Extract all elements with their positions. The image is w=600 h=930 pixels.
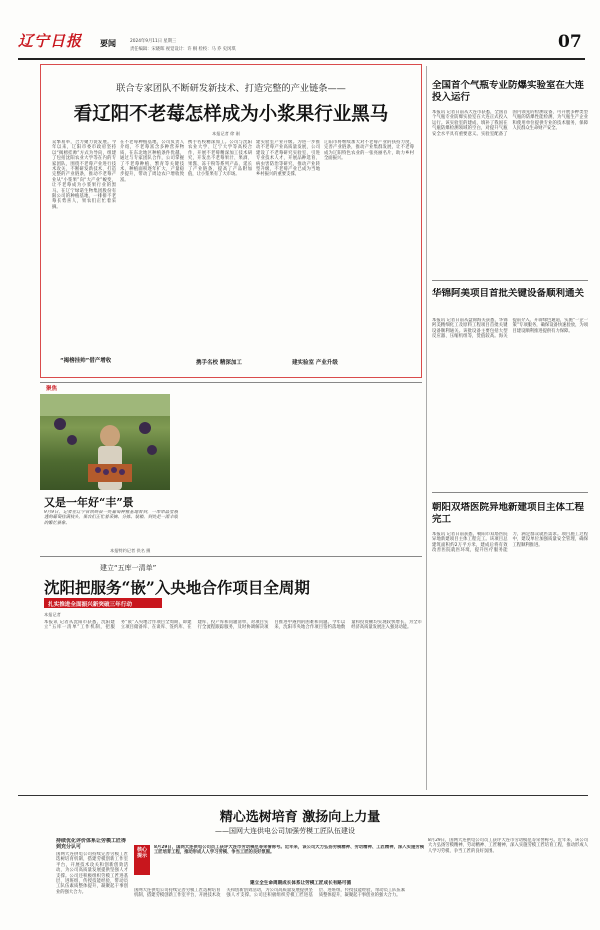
right-column-divider	[426, 66, 427, 790]
shenyang-text: 本报讯 记者从沈阳市获悉，沈阳建立“五库一清单”工作机制，把服务“嵌”入央地合作项目全周期，即建立项目储备库、在谈库、签约库、在建库、投产库和问题清单，对项目实行全流程跟踪服务，及时协调解决项目推进中遇到的困难和问题。今年以来，沈阳市央地合作项目签约落地数量和投资额均实现较快增长，为全市经济高质量发展注入强劲动能。	[44, 620, 422, 631]
shenyang-kicker: 建立“五库一清单”	[100, 564, 157, 572]
shenyang-banner	[44, 598, 162, 608]
photo-section-label: 聚焦	[46, 386, 58, 392]
harvest-photo-illustration	[40, 394, 170, 490]
bottom-side-text: 国网大连供电公司持续完善劳模工匠选树培育机制，搭建劳模创新工作室平台，开展技术攻关和创新创效活动，为公司高质量发展提供坚强人才支撑。公司还积极组织劳模工匠进基层、进班组，传授技能经验，带动员工队伍素质整体提升，凝聚起干事创业的强大合力。	[56, 852, 128, 895]
bottom-top-rule	[18, 795, 588, 796]
issue-info: 2024年9月11日 星期三	[130, 39, 177, 44]
lead-subhead-2: 携手名校 精深加工	[196, 360, 242, 366]
shenyang-byline: 本报记者	[44, 612, 61, 617]
lead-col-1: 众擎易举，合力聚力促发展。今年以来，辽阳市委市政府坚持以“揭榜挂帅”方式为导向，组建了包括沈阳农业大学等在内的专家团队，围绕不老莓产业进行技术攻关，不断研发新技术、打造完整的产业链条，推动不老莓产业从“小浆果”向“大产业”蜕变，让不老莓成为小浆果行业的黑马。在辽宁绿诺生物集团股份有限公司的种植基地，一排排不老莓长势喜人，果农们正忙着采摘。	[52, 140, 116, 210]
section-name: 要闻	[100, 39, 116, 48]
lead-kicker: 联合专家团队不断研发新技术、打造完整的产业链条——	[116, 83, 346, 94]
lead-col-3: 携手名校精深加工。公司与沈阳农业大学、辽宁大学等高校合作，开展不老莓精深加工技术研究，开发出不老莓果汁、果酒、果酱、冻干粉等系列产品，延长了产业链条，提高了产品附加值，让小浆果有了大市场。	[188, 140, 252, 178]
lead-col-4: 建实验室产业升级。为进一步推动不老莓产业高质量发展，公司建设了不老莓研究实验室，引进专业技术人才，开展品种选育、病虫害防治等研究，推动产业转型升级，不老莓产业已成为当地乡村振兴的重要支撑。	[256, 140, 320, 178]
right-top-headline-1: 全国首个气瓶专业防爆实验室在大连投入运行	[432, 80, 585, 103]
masthead	[0, 0, 600, 62]
photo-credit: 本报特约记者 佚名 摄	[110, 548, 151, 553]
right-mid-text: 本报讯 记者日前从盘锦海关获悉，华锦阿美精细化工及原料工程项目首批关键设备顺利通关。该批设备主要包括大型反应器、压缩机组等，货值较高。海关提前介入，开辟绿色通道，实施“一企一策”专项服务，确保设备快速验放，为项目建设顺利推进提供有力保障。	[432, 318, 588, 340]
photo-caption-title: 又是一年好“丰”景	[44, 496, 134, 509]
bottom-right-text-box	[428, 838, 588, 884]
right-low-headline: 朝阳双塔医院异地新建项目主体工程完工	[432, 502, 585, 525]
bottom-sub-title: 建立全生命周期成长体系让劳模工匠成长有路可循	[250, 881, 352, 886]
right-top-text: 本报讯 记者日前从大连市获悉，全国首个气瓶专业防爆实验室在大连正式投入运行。该实验室的建成，填补了我国在气瓶防爆检测领域的空白，对提升气瓶安全水平具有重要意义。实验室配备了国内领先的检测设备，可开展多种类型气瓶的防爆性能检测，为气瓶生产企业和使用单位提供专业的技术服务，保障人民群众生命财产安全。	[432, 110, 588, 137]
photo-section-bar	[40, 382, 422, 392]
right-low-text: 本报讯 记者日前获悉，朝阳市双塔医院异地新建项目主体工程完工。该项目总建筑面积约2万平方米，建成后将有效改善医院就医环境，提升医疗服务能力，满足群众就医需求。项目施工过程中，建设单位加强质量安全管理，确保工程顺利推进。	[432, 532, 588, 554]
lead-col-5: 辽阳市将继续加大对不老莓产业的扶持力度，完善产业链条，推动产业集群发展，让不老莓成为辽阳特色农业的一张亮丽名片，助力乡村全面振兴。	[324, 140, 414, 162]
photo-caption-text: 9月9日，记者在辽宁省铁岭县一处葡萄种植基地看到，一串串晶莹剔透的葡萄挂满枝头，果农们正忙着采摘、分拣、装箱，到处是一派丰收的繁忙景象。	[44, 510, 178, 526]
shenyang-headline: 沈阳把服务“嵌”入央地合作项目全周期	[44, 578, 310, 597]
bottom-side-title: 持续优化评价体系让劳模工匠得到充分认可	[56, 838, 127, 850]
bottom-side-column	[56, 838, 128, 928]
right-mid-headline: 华锦阿美项目首批关键设备顺利通关	[432, 288, 585, 299]
lead-subhead-3: 建实验室 产业升级	[292, 360, 338, 366]
masthead-rule	[18, 58, 585, 60]
editors-line: 责任编辑：宋晓晖 视觉设计：许 桐 检校：马 乔 史冈琪	[130, 47, 236, 52]
right-mid-separator	[432, 492, 588, 493]
lead-subhead-1: “揭榜挂帅”借产增收	[60, 358, 112, 364]
paper-name-logo: 辽宁日报	[18, 32, 83, 50]
shenyang-top-rule	[40, 556, 422, 557]
photo-story-right-blank	[176, 394, 422, 490]
bottom-headline: 精心选树培育 激扬向上力量	[219, 810, 381, 825]
bottom-intro: 8月29日，国网大连供电公司员工获评大连市劳动模范等荣誉称号。近年来，该公司大力弘扬劳模精神、劳动精神、工匠精神，深入实施劳模工匠培育工程，推动形成人人学习劳模、争当工匠的良好氛围。	[154, 845, 424, 856]
lead-byline: 本报记者 徐 刚	[212, 131, 240, 136]
bottom-subheadline: ——国网大连供电公司加强劳模工匠队伍建设	[215, 827, 355, 835]
bottom-right-text: 8月29日，国网大连供电公司员工获评大连市劳动模范等荣誉称号。近年来，该公司大力弘扬劳模精神、劳动精神、工匠精神，深入实施劳模工匠培育工程，推动形成人人学习劳模、争当工匠的良好氛围。	[428, 838, 588, 854]
bottom-label-text: 核心提示	[137, 847, 148, 859]
right-top-separator	[432, 280, 588, 281]
harvest-photo	[40, 394, 170, 490]
bottom-main-text: 国网大连供电公司持续完善劳模工匠选树培育机制，搭建劳模创新工作室平台，开展技术攻关和创新创效活动，为公司高质量发展提供坚强人才支撑。公司还积极组织劳模工匠进基层、进班组，传授技能经验，带动员工队伍素质整体提升，凝聚起干事创业的强大合力。	[134, 888, 406, 899]
lead-headline: 看辽阳不老莓怎样成为小浆果行业黑马	[73, 104, 389, 125]
page-number: 07	[558, 32, 582, 52]
lead-col-2: 在不老莓种植基地，公司负责人介绍，不老莓富含多种营养物质，在东北地区种植条件优越，通过与专家团队合作，公司掌握了不老莓种植、繁育等关键技术，种植面积逐年扩大，产量稳步提升，带动了周边农户增收致富。	[120, 140, 184, 183]
bottom-label-box	[134, 845, 150, 875]
shenyang-banner-text: 扎实推进全面振兴新突破三年行动	[48, 601, 132, 608]
